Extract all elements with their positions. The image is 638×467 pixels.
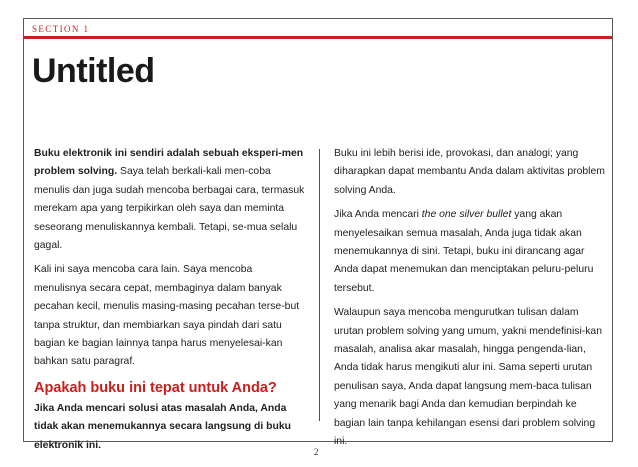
intro-rest: Saya telah berkali-kali men-coba menulis dan juga sudah mencoba berbagai cara, termasuk merekam apa yang terpikirkan oleh saya dan meminta seseorang menuliskannya kembali. Tetapi, se-mua selalu gagal.: [34, 166, 305, 252]
left-paragraph-2: Kali ini saya mencoba cara lain. Saya mencoba menulisnya secara cepat, membaginya dalam banyak pecahan kecil, menulis masing-masing pecahan terse-but tanpa struktur, dan membiarkan saya pindah dari satu bagian ke bagian lainnya tanpa harus menyelesai-kan bahkan satu paragraf.: [34, 264, 300, 368]
intro-paragraph: [34, 145, 306, 255]
page-frame: [23, 18, 613, 451]
right-paragraph-1: Buku ini lebih berisi ide, provokasi, dan analogi; yang diharapkan dapat membantu Anda dalam aktivitas problem solving Anda.: [334, 148, 605, 196]
right-para2-after: yang akan menyelesaikan semua masalah, Anda juga tidak akan menemukannya di sini. Tetapi, buku ini dirancang agar Anda dapat menemukan dan menciptakan peluru-peluru tersebut.: [334, 209, 594, 294]
right-para2-before: Jika Anda mencari: [334, 209, 422, 221]
section-label: SECTION 1: [32, 24, 90, 34]
page-title: Untitled: [32, 52, 155, 90]
section-header-bar: [24, 19, 612, 39]
silver-bullet-phrase: the one silver bullet: [421, 209, 512, 221]
page-number: 2: [314, 447, 319, 457]
right-paragraph-2: [334, 206, 606, 298]
left-paragraph-3: Jika Anda mencari solusi atas masalah Anda, Anda tidak akan menemukannya secara langsung di buku elektronik ini.: [34, 402, 291, 451]
section-subheading: Apakah buku ini tepat untuk Anda?: [34, 379, 277, 396]
left-column: [34, 145, 306, 461]
column-divider: [319, 149, 320, 421]
right-paragraph-3: Walaupun saya mencoba mengurutkan tulisan dalam urutan problem solving yang umum, yakni mendefinisi-kan masalah, analisa akar masalah, hingga pengenda-lian, Anda tidak harus mengikuti alur ini. Sama seperti urutan penulisan saya, Anda dapat langsung mem-baca tulisan yang menarik bagi Anda dan kemudian berpindah ke bagian lain tanpa kehilangan esensi dari problem solving ini.: [334, 307, 602, 448]
right-column: [334, 145, 606, 458]
intro-lead: Buku elektronik ini sendiri adalah sebuah eksperi-men problem solving.: [34, 148, 304, 178]
